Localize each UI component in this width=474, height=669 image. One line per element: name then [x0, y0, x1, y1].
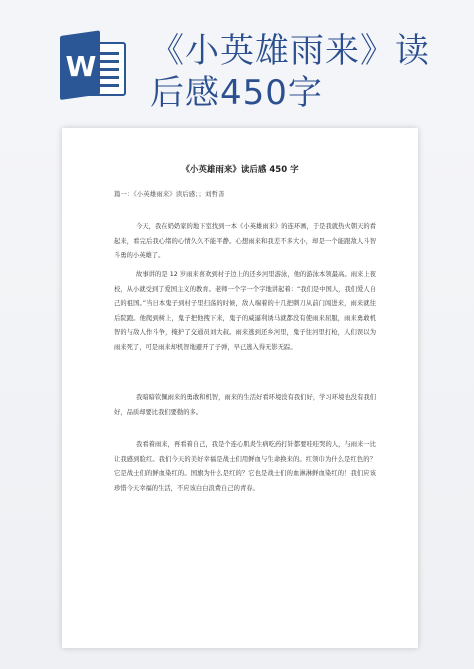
- paragraph-3: 我暗暗钦佩雨来的勇敢和机智，雨来的生活好看环境没有我们好，学习环境也没有我们好，品质却要比我们要勤的多。: [114, 394, 376, 416]
- hero-title-line1: 《小英雄雨来》读: [150, 31, 430, 71]
- paragraph-2: 故事讲的是 12 岁雨来喜欢到村子边上的还乡河里游泳，他的游泳本领最高。雨来上夜校，从小就受到了爱国主义的教育。老师一个字一个字地讲起着：“我们是中国人，我们爱人自己的祖国。”当日本鬼子到村子里扫荡的时候，敌人端着的十几把刺刀从前门闯进来，雨来就往后院跑。他爬到树上，鬼子把他拽下来，鬼子的威逼利诱马就都没有使雨来屈服，雨来勇敢机智的与敌人作斗争，掩护了交通员刘大叔。雨来逃到还乡河里，鬼子往河里打枪，人们误以为雨来死了，可是雨来却机智地避开了子弹，早已逃入得无影无踪。: [114, 271, 376, 351]
- paragraph-4: 我看着雨来，再看着自己，我是个连心肌炎生病吃药打针都要哇哇哭的人，与雨来一比让我感到脸红。我们今天的美好幸福是战士们用鲜血与生命换来的。红领巾为什么是红色的？它是战士们的鲜血染红的。国旗为什么是红的？它也是战士们的血淋淋鲜血染红的！我们应该珍惜今天幸福的生活，不应该白白浪费自己的青春。: [114, 441, 376, 492]
- hero-title-line2: 后感450字: [150, 73, 323, 113]
- paragraph-1: 今天，我在奶奶家的地下室找到一本《小英雄雨来》的连环画，于是我就热火朝天的看起来，看完后我心绪的心情久久不能平静。心想雨来和我差不多大小，却是一个能跟敌人斗智斗勇的小英雄了。: [114, 223, 376, 259]
- hero-title: [150, 30, 460, 114]
- word-icon: [60, 36, 128, 100]
- document-paper: [62, 128, 418, 648]
- word-letter: W: [65, 50, 97, 83]
- document-title: 《小英雄雨来》读后感 450 字: [181, 165, 299, 175]
- document-subtitle: 篇一：《小英雄雨来》读后感；；刘哲善: [114, 190, 225, 198]
